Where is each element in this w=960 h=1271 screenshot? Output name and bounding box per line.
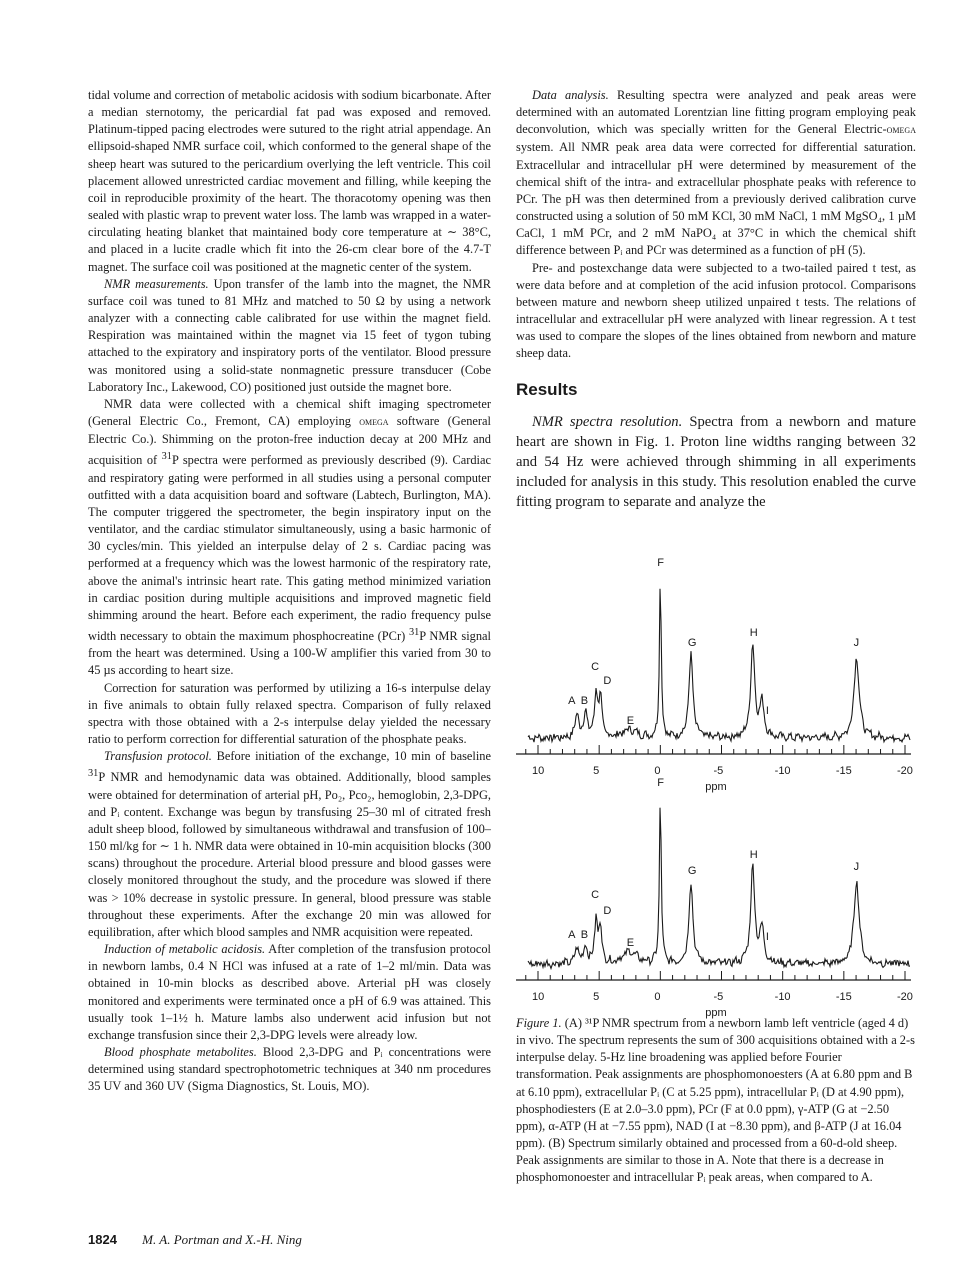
page-number: 1824 [88, 1232, 117, 1247]
tick-label-minus-20: -20 [897, 765, 913, 777]
omega-software-name: omega [359, 415, 389, 428]
peak-label-e: E [626, 937, 635, 949]
spectrum-b-svg [500, 777, 920, 1019]
heading-data-analysis: Data analysis. [532, 88, 609, 102]
peak-label-b: B [580, 929, 589, 941]
peak-label-d: D [603, 905, 612, 917]
spectrum-a-tick-labels [532, 765, 913, 777]
spectrum-b-tick-labels [532, 991, 913, 1003]
paragraph-saturation: Correction for saturation was performed by utilizing a 16-s interpulse delay in five animals to obtain fully relaxed spectra. Comparison of fully relaxed spectra with those obtained with a 2-s interpulse delay yielded the necessary ratio to perform correction for differential saturation of the phosphate peaks. [88, 680, 491, 747]
spectrum-b-trace [528, 808, 910, 969]
paragraph-transfusion [88, 748, 491, 941]
peak-label-j: J [853, 861, 860, 873]
nmr-data-text-a: NMR data were collected with a chemical shift imaging spectrometer (General Electric Co., Fremont, CA) employing [88, 396, 491, 428]
resolution-text: Spectra from a newborn and mature heart are shown in Fig. 1. Proton line widths ranging between 32 and 54 Hz were achieved through shimming in all experiments included for analysis in this study. This resolution enabled the curve fitting program to separate and analyze the [516, 413, 916, 511]
page-footer [88, 1232, 302, 1248]
peak-label-h: H [749, 849, 758, 861]
paragraph-resolution [516, 412, 916, 513]
spectrum-a-trace [528, 589, 910, 742]
peak-label-c: C [591, 661, 600, 673]
spectrum-a-ticks [526, 745, 905, 754]
tick-label-minus-15: -15 [835, 991, 852, 1003]
transfusion-text-a: Before initiation of the exchange, 10 min of baseline [216, 749, 491, 764]
tick-label-minus-20: -20 [897, 991, 913, 1003]
spectrum-a-svg [500, 557, 920, 793]
tick-label-minus-10: -10 [774, 991, 791, 1003]
induction-text: After completion of the transfusion protocol in newborn lambs, 0.4 N HCl was infused at a rate of 1–2 ml/min. Data was obtained in 10-min blocks as described above. Arterial pH was closely monitored and experiments were terminated once a pH of 6.9 was attained. This usually took 1–1½ h. Mature lambs also underwent acid infusion but not exchange transfusion since their 2,3-DPG levels were already low. [88, 942, 491, 1042]
axis-unit-ppm: ppm [705, 1007, 727, 1019]
tick-label-minus-5: -5 [713, 765, 724, 777]
paragraph-data-analysis [516, 87, 916, 260]
tick-label-minus-15: -15 [835, 765, 852, 777]
peak-label-f: F [657, 557, 665, 569]
tick-label-0: 0 [654, 765, 661, 777]
data-analysis-text-a: Resulting spectra were analyzed and peak areas were determined with an automated Lorentzian line fitting program employing peak deconvolution, which was specially written for the General Electric- [516, 88, 916, 137]
blood-phosphate-text: Blood 2,3-DPG and Pᵢ concentrations were determined using standard spectrophotometric techniques at 340 nm procedures 35 UV and 360 UV (Sigma Diagnostics, St. Louis, MO). [88, 1044, 491, 1094]
spectrum-a-peak-labels [568, 557, 859, 727]
paragraph-intro: tidal volume and correction of metabolic acidosis with sodium bicarbonate. After a median sternotomy, the pericardial fat pad was exposed and removed. Platinum-tipped pacing electrodes were sutured to the right atrial appendage. An ellipsoid-shaped NMR surface coil, which conformed to the general shape of the sheep heart was sutured to the pericardium overlying the left ventricle. This coil placement allowed unrestricted cardiac movement and filling, while keeping the coil in reproducible proximity of the heart. The thoracotomy opening was then sealed with plastic wrap to prevent water loss. The lamb was wrapped in a water-circulating heating blanket that maintained body core temperature at ∼ 38°C, and placed in a lucite cradle which fit into the 26-cm clear bore of the 4.7-T magnet. The surface coil was positioned at the magnetic center of the system. [88, 88, 491, 274]
caption-paragraph [516, 1015, 916, 1187]
left-column [88, 87, 491, 1095]
nmr-data-text-d: P NMR signal from the heart was determined. Using a 100-W amplifier this varied from 30 to 45 µs according to heart size. [88, 629, 491, 678]
peak-label-g: G [687, 865, 697, 877]
spectrum-panel-a [500, 557, 920, 793]
heading-blood-phosphate: Blood phosphate metabolites. [104, 1044, 257, 1059]
caption-label: Figure 1. [516, 1016, 562, 1030]
paragraph-induction [88, 941, 491, 1044]
data-analysis-text-b: system. All NMR peak area data were corrected for differential saturation. Extracellular and intracellular pH were determined by measurement of the chemical shift of the intra- and extracellular phosphate peaks with reference to PCr. The pH was then determined from a previously derived calibration curve constructed using a solution of 50 mM KCl, 30 mM NaCl, 1 mM MgSO₄, 1 µM CaCl, 1 mM PCr, and 2 mM NaPO₄ at 37°C in which the chemical shift difference between Pᵢ and PCr was determined as a function of pH (5). [516, 140, 916, 258]
peak-label-f: F [657, 777, 665, 789]
heading-induction: Induction of metabolic acidosis. [104, 942, 266, 957]
paragraph-statistics: Pre- and postexchange data were subjected to a two-tailed paired t test, as were data before and at completion of the acid infusion protocol. Comparisons between mature and newborn sheep utilized unpaired t tests. The relations of intracellular and extracellular pH were analyzed with linear regression. A t test was used to compare the slopes of the lines obtained from newborn and mature sheep data. [516, 260, 916, 361]
transfusion-text-b: P NMR and hemodynamic data was obtained. Additionally, blood samples were obtained for determination of arterial pH, Po₂, Pco₂, hemoglobin, 2,3-DPG, and Pᵢ content. Exchange was begun by transfusing 25–30 ml of citrated fresh adult sheep blood, followed by simultaneous withdrawal and transfusion of 100–150 ml/kg for ∼ 1 h. NMR data were obtained in 10-min acquisition blocks (300 scans) throughout the procedure. Arterial blood pressure and blood gasses were closely monitored throughout the study, and the procedure was slowed if there was > 10% decrease in systolic pressure. In general, blood pressure was stable throughout these experiments. After the exchange 20 min was allowed for equilibration, after which blood samples and NMR acquisition were repeated. [88, 770, 491, 939]
figure-caption [516, 1015, 916, 1187]
peak-label-i: I [765, 705, 769, 717]
caption-text: (A) ³¹P NMR spectrum from a newborn lamb left ventricle (aged 4 d) in vivo. The spectrum represents the sum of 300 acquisitions obtained with a 2-s interpulse delay. 5-Hz line broadening was applied before Fourier transformation. Peak assignments are phosphomonoesters (A at 6.80 ppm and B at 6.10 ppm), extracellular Pᵢ (C at 5.25 ppm), intracellular Pᵢ (D at 4.90 ppm), phosphodiesters (E at 2.0–3.0 ppm), PCr (F at 0.0 ppm), γ-ATP (G at −2.50 ppm), α-ATP (H at −7.55 ppm), NAD (I at −8.30 ppm), and β-ATP (J at 16.04 ppm). (B) Spectrum similarly obtained and processed from a 60-d-old sheep. Peak assignments are similar to those in A. Note that there is a decrease in phosphomonoester and intracellular Pᵢ peak areas, when compared to A. [516, 1016, 915, 1185]
heading-nmr-measurements: NMR measurements. [104, 276, 209, 291]
omega-software-name: omega [886, 124, 916, 137]
paragraph-blood-phosphate [88, 1044, 491, 1095]
nmr-data-text-c: P spectra were performed as previously described (9). Cardiac and respiratory gating were performed in all studies using a personal computer outfitted with a data acquisition board and software (Labtech, Burlington, MA). The computer triggered the spectrometer, the begin inspiratory input on the ventilator, and the cardiac stimulator simultaneously, using a basic harmonic of 30 cycles/min. This yielded an interpulse delay of 2 s. Cardiac pacing was performed at a frequency which was the lowest harmonic of the respiratory rate, above the animal's intrinsic heart rate. This gating method minimized variation in cardiac position during multiple acquisitions and improved magnetic field shimming around the heart. Before each experiment, the radio frequency pulse width necessary to obtain the maximum phosphocreatine (PCr) [88, 453, 491, 644]
footer-authors: M. A. Portman and X.-H. Ning [142, 1232, 302, 1247]
peak-label-a: A [568, 929, 576, 941]
tick-label-0: 0 [654, 991, 661, 1003]
peak-label-h: H [749, 627, 758, 639]
tick-label-10: 10 [532, 765, 545, 777]
peak-label-i: I [765, 931, 769, 943]
superscript-31: 31 [161, 451, 172, 463]
results-heading: Results [516, 379, 578, 399]
peak-label-j: J [853, 637, 860, 649]
peak-label-c: C [591, 889, 600, 901]
tick-label-minus-5: -5 [713, 991, 724, 1003]
spectrum-b-peak-labels [568, 777, 859, 949]
spectrum-panel-b [500, 777, 920, 1019]
tick-label-5: 5 [593, 765, 600, 777]
heading-resolution: NMR spectra resolution. [532, 413, 683, 430]
spectrum-b-ticks [526, 971, 905, 980]
nmr-measurements-text: Upon transfer of the lamb into the magnet, the NMR surface coil was tuned to 81 MHz and matched to 50 Ω by using a network analyzer with a connecting cable calibrated for use within the magnet field. Respiration was maintained within the magnet via 15 feet of tygon tubing attached to the expiratory and inspiratory ports of the ventilator. Blood pressure was monitored using a solid-state nonmagnetic pressure transducer (Cobe Laboratory Inc., Lakewood, CO) positioned just outside the magnet bore. [88, 276, 491, 394]
tick-label-5: 5 [593, 991, 600, 1003]
nmr-data-text-b: software (General Electric Co.). Shimming on the proton-free induction decay at 200 MHz and acquisition of [88, 413, 491, 468]
tick-label-minus-10: -10 [774, 765, 791, 777]
peak-label-g: G [687, 637, 697, 649]
axis-unit-ppm: ppm [705, 781, 727, 793]
peak-label-e: E [626, 715, 635, 727]
right-column [516, 87, 916, 513]
paragraph-nmr-measurements [88, 276, 491, 396]
peak-label-d: D [603, 675, 612, 687]
tick-label-10: 10 [532, 991, 545, 1003]
superscript-31: 31 [88, 768, 99, 780]
paragraph-nmr-data [88, 396, 491, 680]
superscript-31: 31 [408, 626, 420, 638]
peak-label-b: B [580, 695, 589, 707]
peak-label-a: A [568, 695, 576, 707]
heading-transfusion-protocol: Transfusion protocol. [104, 749, 212, 764]
